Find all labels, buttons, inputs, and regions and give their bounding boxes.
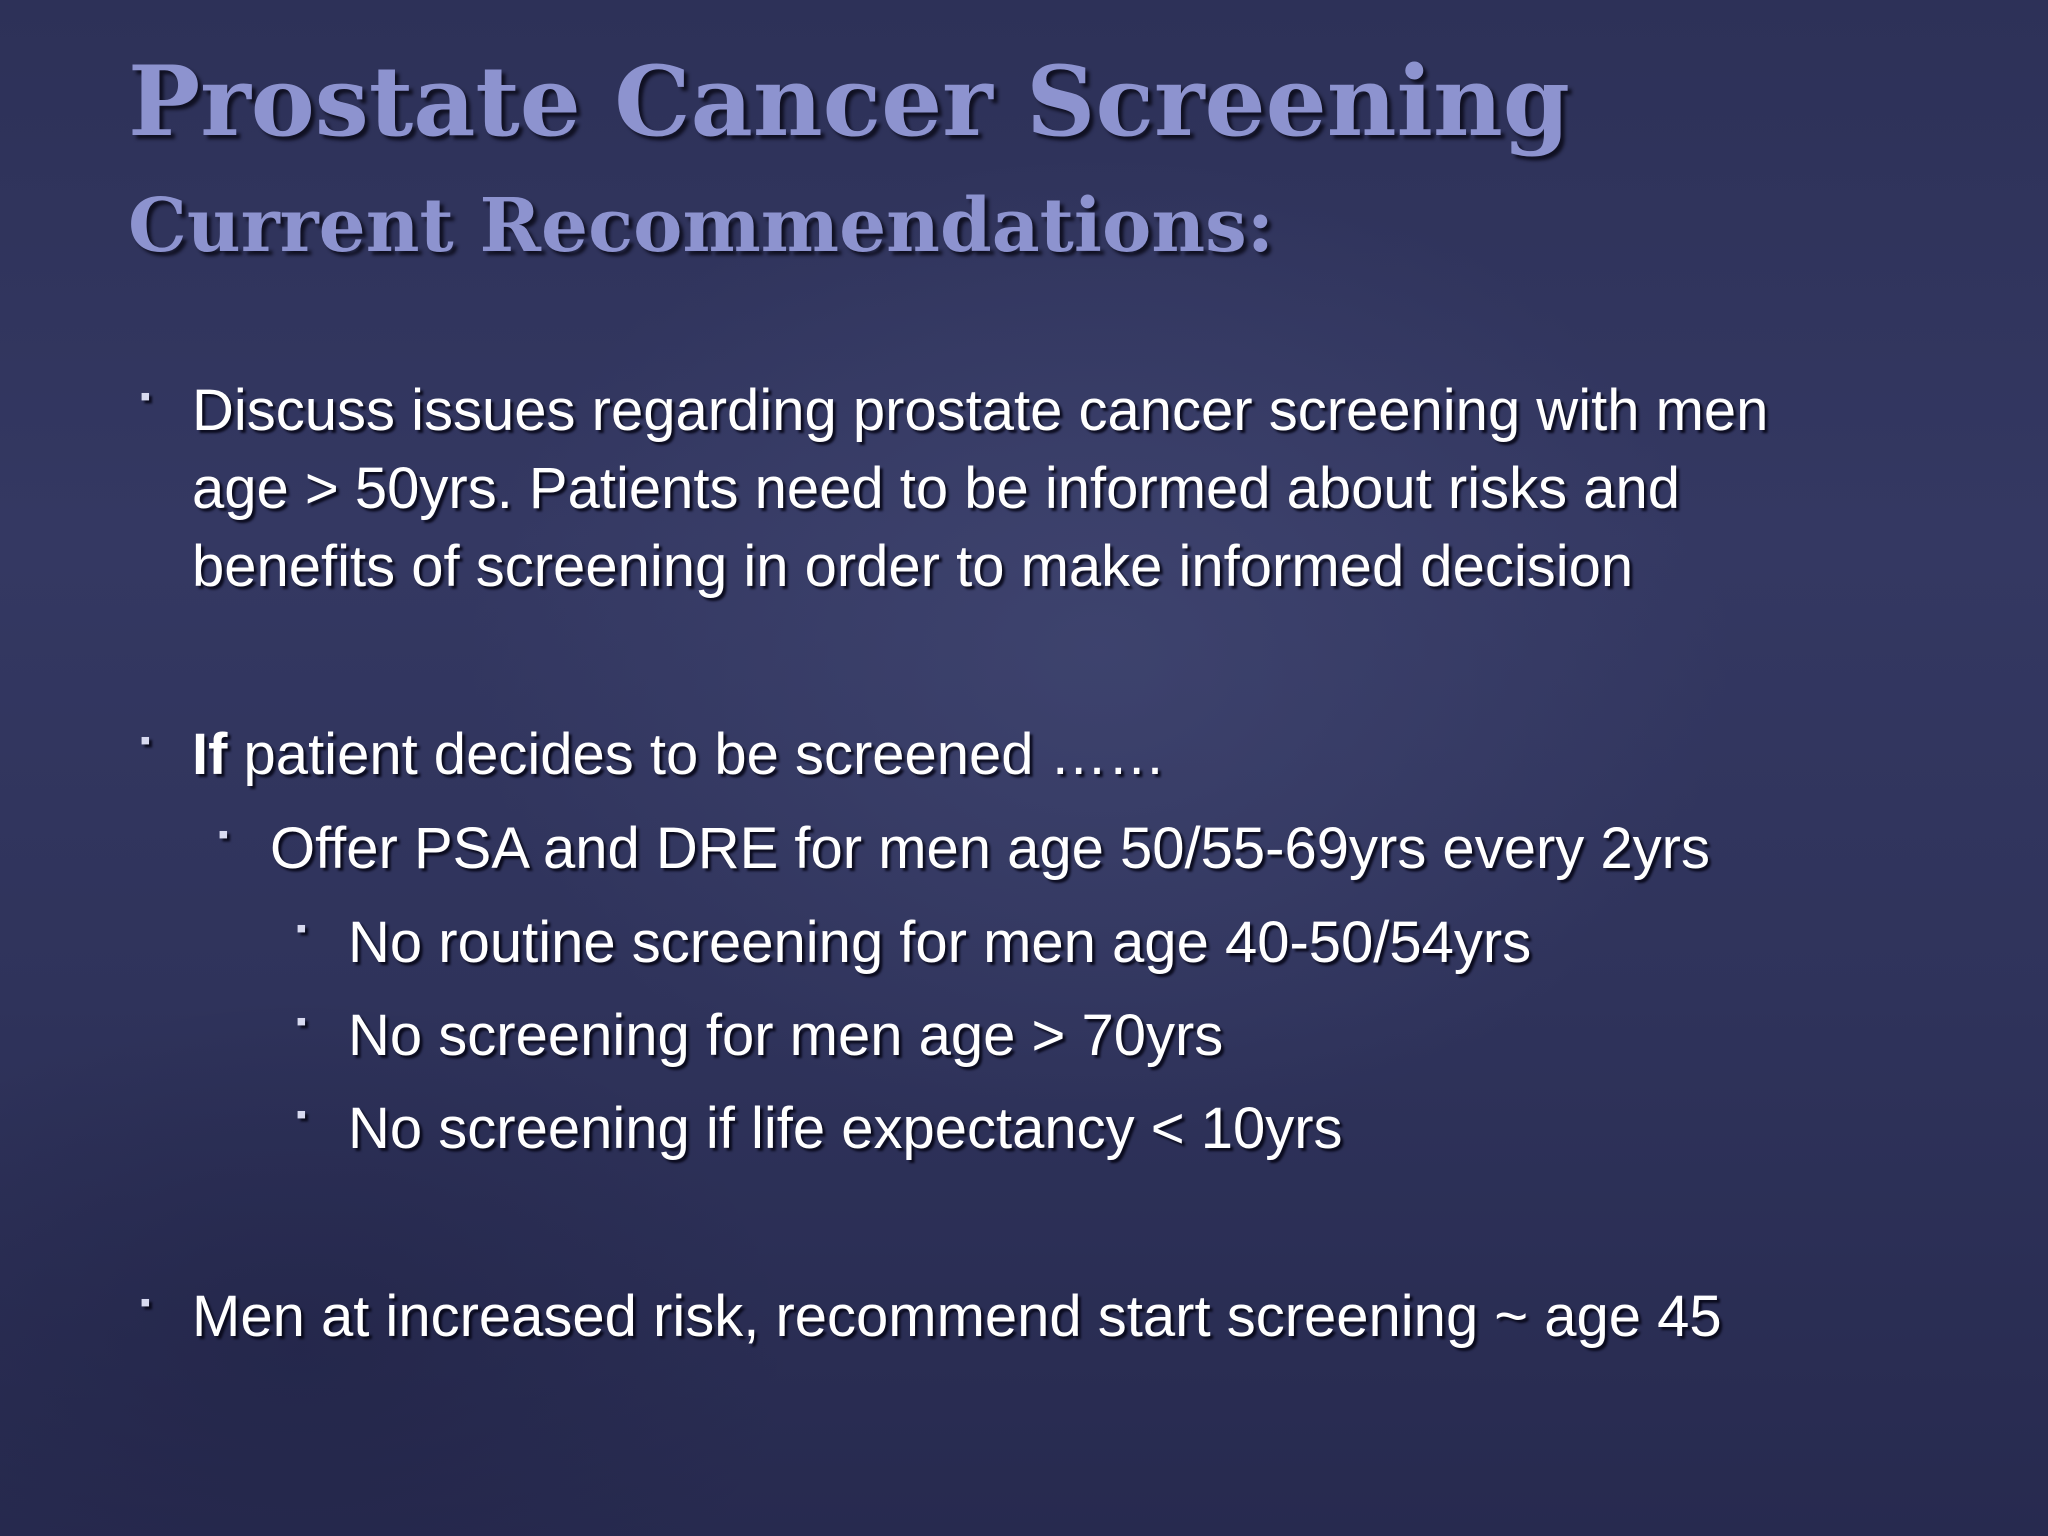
bullet-marker-icon: ▪	[296, 912, 307, 945]
bullet-marker-icon: ▪	[140, 724, 151, 757]
sub-bullet-text: Offer PSA and DRE for men age 50/55-69yrs every 2yrs	[270, 816, 1710, 881]
sub-bullet-offer-psa	[218, 810, 1710, 888]
bullet-rest-text: patient decides to be screened ……	[227, 722, 1166, 787]
bullet-line: Discuss issues regarding prostate cancer screening with men	[192, 378, 1769, 443]
slide-title: Prostate Cancer Screening	[128, 45, 1570, 158]
bullet-line: age > 50yrs. Patients need to be informed about risks and	[192, 456, 1680, 521]
sub-sub-bullet-no-routine	[296, 904, 1532, 982]
bullet-marker-icon: ▪	[296, 1098, 307, 1131]
slide-subtitle: Current Recommendations:	[128, 183, 1275, 269]
bullet-item-increased-risk	[140, 1278, 1722, 1356]
bullet-marker-icon: ▪	[140, 1286, 151, 1319]
bullet-marker-icon: ▪	[218, 818, 229, 851]
bullet-marker-icon: ▪	[296, 1005, 307, 1038]
sub-sub-bullet-text: No screening for men age > 70yrs	[348, 1003, 1224, 1068]
sub-sub-bullet-over-70	[296, 997, 1224, 1075]
bullet-item-discuss	[140, 372, 1769, 606]
sub-sub-bullet-text: No routine screening for men age 40-50/54yrs	[348, 910, 1532, 975]
sub-sub-bullet-life-expectancy	[296, 1090, 1343, 1168]
bullet-item-if-screened	[140, 716, 1166, 794]
bullet-text	[192, 716, 1166, 794]
bullet-line: benefits of screening in order to make informed decision	[192, 534, 1634, 599]
sub-sub-bullet-text: No screening if life expectancy < 10yrs	[348, 1096, 1343, 1161]
bullet-text: Men at increased risk, recommend start screening ~ age 45	[192, 1284, 1722, 1349]
bullet-marker-icon: ▪	[140, 380, 151, 413]
bold-prefix: If	[192, 722, 228, 787]
